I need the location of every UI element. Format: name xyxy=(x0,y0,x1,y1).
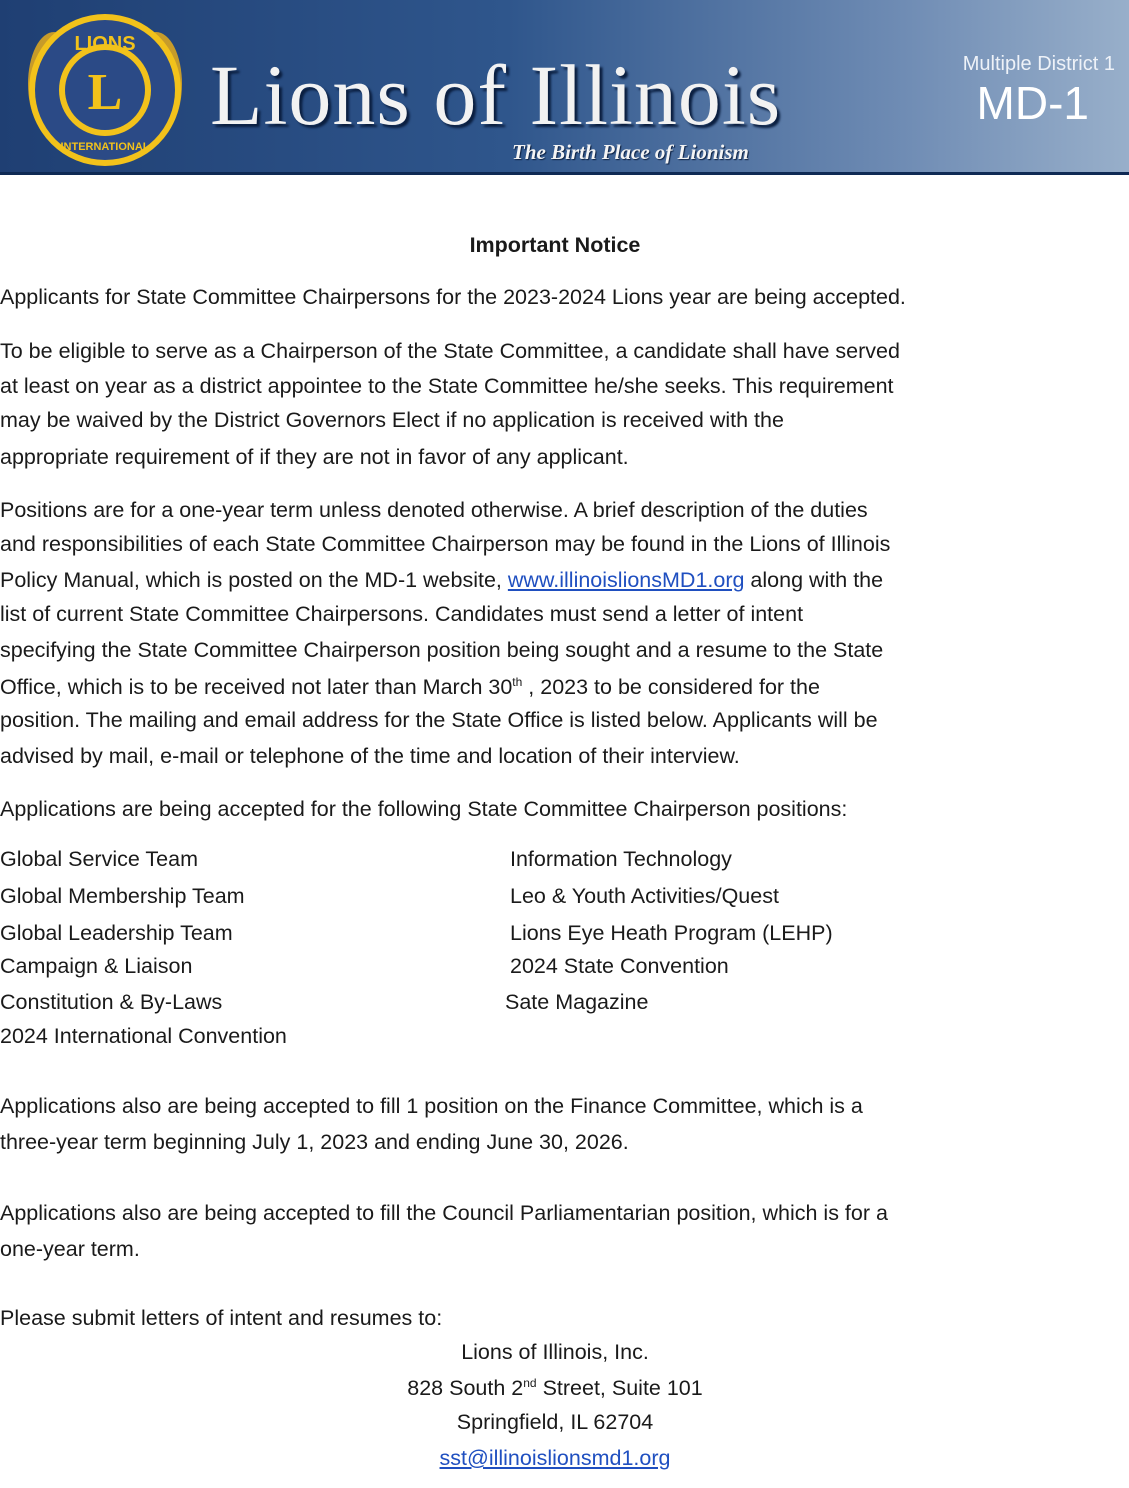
district-code: MD-1 xyxy=(976,77,1089,129)
address-email xyxy=(0,1448,1110,1470)
position-item: Lions Eye Heath Program (LEHP) xyxy=(510,921,833,945)
positions-line xyxy=(0,570,883,592)
logo-letter: L xyxy=(87,64,123,121)
website-link[interactable]: www.illinoislionsMD1.org xyxy=(507,568,745,592)
parliamentarian-line: Applications also are being accepted to fill the Council Parliamentarian position, which is for a xyxy=(0,1201,888,1225)
position-item: Global Leadership Team xyxy=(0,921,233,945)
positions-line-text: along with the xyxy=(744,568,884,592)
positions-line: position. The mailing and email address for the State Office is listed below. Applicants will be xyxy=(0,708,878,732)
position-item: Constitution & By-Laws xyxy=(0,990,223,1014)
position-item: Campaign & Liaison xyxy=(0,954,193,978)
district-label: Multiple District 1 xyxy=(962,53,1115,75)
positions-line xyxy=(0,677,820,699)
submit-intro: Please submit letters of intent and resumes to: xyxy=(0,1306,443,1330)
header-banner xyxy=(0,0,1129,175)
finance-line: three-year term beginning July 1, 2023 and ending June 30, 2026. xyxy=(0,1130,629,1154)
email-link[interactable]: sst@illinoislionsmd1.org xyxy=(439,1446,671,1470)
logo-text-bottom: INTERNATIONAL xyxy=(60,141,150,153)
positions-line-text: Office, which is to be received not later than March 30 xyxy=(0,675,513,699)
notice-title: Important Notice xyxy=(469,233,641,257)
positions-line: Positions are for a one-year term unless denoted otherwise. A brief description of the duties xyxy=(0,498,868,522)
position-item: Global Service Team xyxy=(0,847,198,871)
finance-line: Applications also are being accepted to fill 1 position on the Finance Committee, which is a xyxy=(0,1094,863,1118)
position-item: Sate Magazine xyxy=(505,990,649,1014)
intro-paragraph: Applicants for State Committee Chairpersons for the 2023-2024 Lions year are being accepted. xyxy=(0,285,906,309)
list-intro: Applications are being accepted for the following State Committee Chairperson positions: xyxy=(0,797,848,821)
eligibility-line: appropriate requirement of if they are not in favor of any applicant. xyxy=(0,445,629,469)
address-org: Lions of Illinois, Inc. xyxy=(461,1340,649,1364)
positions-line: specifying the State Committee Chairperson position being sought and a resume to the State xyxy=(0,638,884,662)
position-item: 2024 International Convention xyxy=(0,1024,287,1048)
logo-text-top: LIONS xyxy=(74,33,136,55)
positions-line-text: Policy Manual, which is posted on the MD-1 website, xyxy=(0,568,508,592)
positions-line-text: , 2023 to be considered for the xyxy=(522,675,820,699)
site-title: Lions of Illinois xyxy=(210,47,782,143)
site-tagline: The Birth Place of Lionism xyxy=(512,140,749,164)
position-item: Leo & Youth Activities/Quest xyxy=(510,884,779,908)
address-street xyxy=(0,1378,1110,1400)
positions-line: list of current State Committee Chairpersons. Candidates must send a letter of intent xyxy=(0,602,804,626)
position-item: Global Membership Team xyxy=(0,884,245,908)
address-city: Springfield, IL 62704 xyxy=(456,1410,654,1434)
street-ordinal: nd xyxy=(523,1376,537,1390)
eligibility-line: may be waived by the District Governors Elect if no application is received with the xyxy=(0,408,784,432)
date-ordinal: th xyxy=(512,675,523,689)
positions-line: and responsibilities of each State Committee Chairperson may be found in the Lions of Illinois xyxy=(0,532,891,556)
address-street-text: Street, Suite 101 xyxy=(536,1376,703,1400)
parliamentarian-line: one-year term. xyxy=(0,1237,140,1261)
address-street-text: 828 South 2 xyxy=(407,1376,524,1400)
position-item: 2024 State Convention xyxy=(510,954,729,978)
lions-international-logo xyxy=(14,12,196,168)
positions-line: advised by mail, e-mail or telephone of the time and location of their interview. xyxy=(0,744,740,768)
eligibility-line: To be eligible to serve as a Chairperson of the State Committee, a candidate shall have served xyxy=(0,339,900,363)
position-item: Information Technology xyxy=(510,847,732,871)
eligibility-line: at least on year as a district appointee to the State Committee he/she seeks. This requirement xyxy=(0,374,894,398)
